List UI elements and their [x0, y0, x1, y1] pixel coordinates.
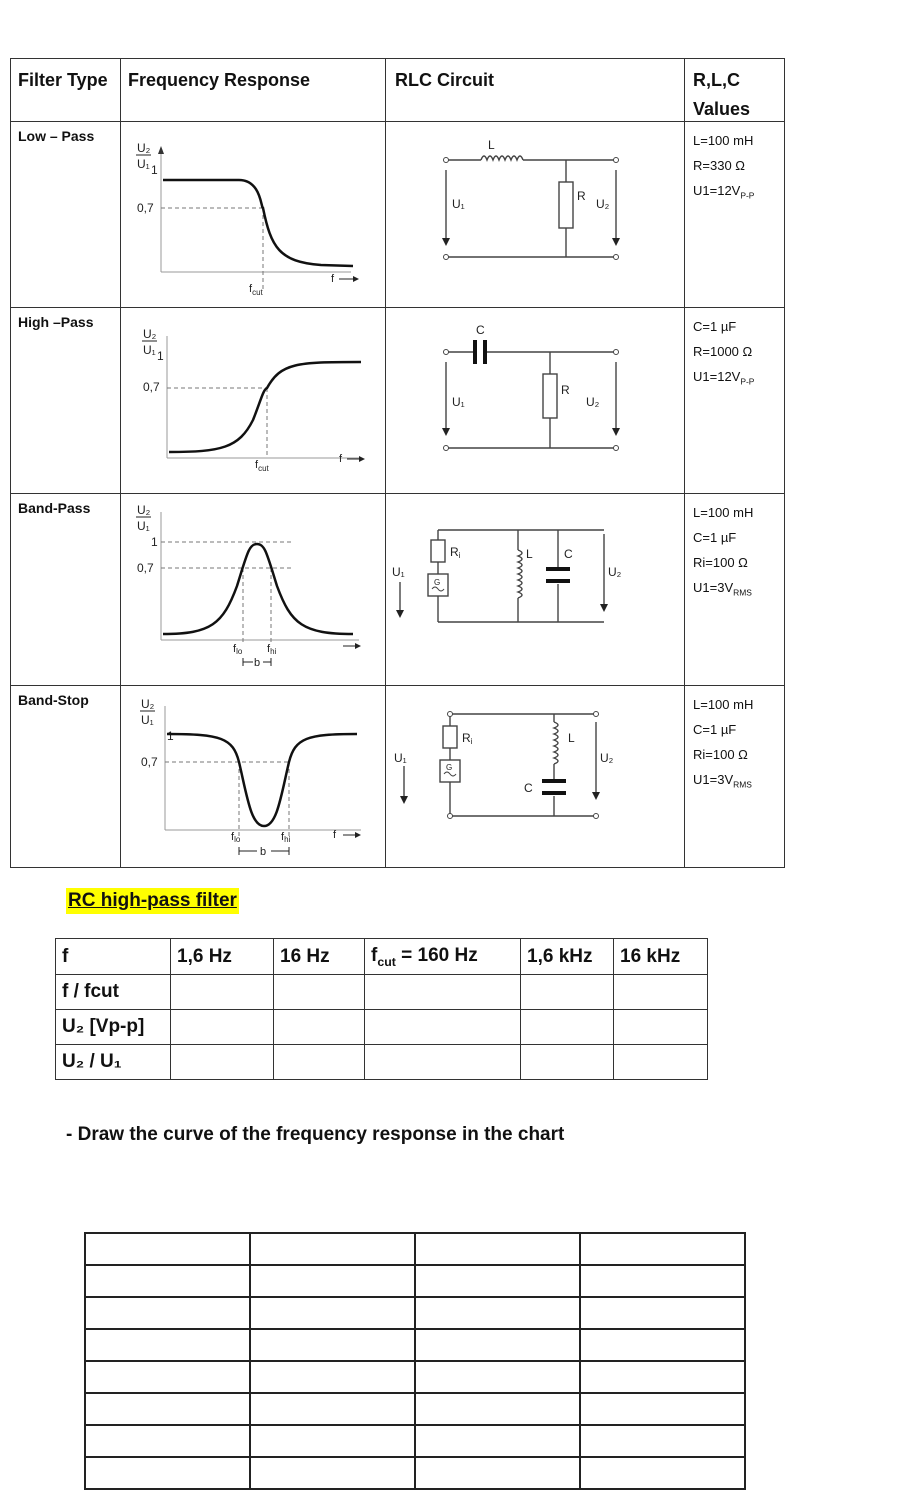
input-voltage-label: U₁ [452, 395, 465, 409]
empty-cell[interactable] [171, 1010, 274, 1045]
low-pass-curve [163, 180, 353, 266]
empty-cell[interactable] [614, 1010, 708, 1045]
table-row [56, 1010, 708, 1045]
grid-cell [250, 1425, 415, 1457]
grid-cell [415, 1361, 580, 1393]
value-capacitance: C=1 µF [693, 319, 737, 334]
column-fcut: $f_{cut} = 160$ Hz [365, 939, 521, 975]
frequency-response-cell [121, 494, 386, 686]
grid-cell [85, 1361, 250, 1393]
grid-cell [580, 1297, 745, 1329]
column-16-khz: 16 kHz [614, 939, 708, 975]
grid-row [85, 1329, 745, 1361]
y-label-u1: U₁ [143, 343, 156, 357]
column-1-6-hz: 1,6 Hz [171, 939, 274, 975]
value-voltage: $U1=3V_{RMS}$ [693, 580, 752, 598]
row-label-u2-vpp: U₂ [Vp-p] [56, 1010, 171, 1045]
value-resistance: R=1000 Ω [693, 344, 753, 359]
level-0-7-label: 0,7 [137, 201, 154, 215]
y-label-u2: U₂ [141, 697, 155, 711]
high-pass-curve [169, 362, 361, 452]
header-rlc-circuit: RLC Circuit [386, 59, 685, 122]
level-0-7-label: 0,7 [137, 561, 154, 575]
table-row-low-pass [11, 122, 785, 308]
band-stop-curve [167, 734, 357, 826]
inductor-label: L [488, 138, 495, 152]
band-stop-response-graph [121, 686, 385, 862]
row-label-f-fcut: f / fcut [56, 975, 171, 1010]
value-inductance: L=100 mH [693, 505, 754, 520]
component-values [693, 692, 753, 798]
empty-cell[interactable] [521, 1045, 614, 1080]
internal-resistor-label: Ri [450, 545, 461, 560]
resistor-label: R [561, 383, 570, 397]
grid-cell [85, 1425, 250, 1457]
band-pass-curve [163, 544, 353, 634]
empty-cell[interactable] [614, 975, 708, 1010]
f-axis-label: f [331, 273, 335, 285]
rlc-values-cell [685, 122, 785, 308]
y-label-u2: U₂ [137, 141, 151, 155]
level-0-7-label: 0,7 [143, 380, 160, 394]
y-label-u1: U₁ [141, 713, 154, 727]
column-1-6-khz: 1,6 kHz [521, 939, 614, 975]
table-row-band-stop [11, 686, 785, 868]
output-voltage-label: U₂ [608, 565, 622, 579]
row-label-f: f [56, 939, 171, 975]
filter-type-cell: Band-Pass [11, 494, 121, 686]
y-label-u2: U₂ [143, 327, 157, 341]
bandwidth-label: b [260, 846, 267, 858]
rlc-circuit-cell [386, 686, 685, 868]
empty-cell[interactable] [614, 1045, 708, 1080]
empty-cell[interactable] [171, 1045, 274, 1080]
bandwidth-label: b [254, 657, 261, 669]
table-row [56, 975, 708, 1010]
low-pass-response-graph [121, 122, 385, 302]
grid-cell [415, 1297, 580, 1329]
high-pass-circuit [386, 308, 684, 488]
value-resistance: R=330 Ω [693, 158, 745, 173]
value-internal-resistance: Ri=100 Ω [693, 747, 748, 762]
empty-cell[interactable] [365, 1010, 521, 1045]
empty-cell[interactable] [365, 975, 521, 1010]
rlc-circuit-cell [386, 122, 685, 308]
column-16-hz: 16 Hz [274, 939, 365, 975]
output-voltage-label: U₂ [596, 197, 610, 211]
band-pass-circuit [386, 494, 684, 680]
output-voltage-label: U₂ [600, 751, 614, 765]
grid-cell [580, 1457, 745, 1489]
resistor-label: R [577, 189, 586, 203]
value-capacitance: C=1 µF [693, 722, 737, 737]
header-frequency-response: Frequency Response [121, 59, 386, 122]
rlc-circuit-cell [386, 494, 685, 686]
grid-cell [580, 1425, 745, 1457]
flo-label: flo [231, 831, 241, 844]
rlc-values-cell [685, 308, 785, 494]
y-label-u1: U₁ [137, 157, 150, 171]
grid-cell [85, 1297, 250, 1329]
f-axis-label: f [339, 453, 343, 465]
table-row-high-pass [11, 308, 785, 494]
generator-label: G [434, 578, 441, 587]
grid-row [85, 1233, 745, 1265]
filter-type-cell: Band-Stop [11, 686, 121, 868]
internal-resistor-label: Ri [462, 731, 473, 746]
grid-cell [85, 1457, 250, 1489]
value-voltage: $U1=12V_{P-P}$ [693, 369, 755, 387]
frequency-response-cell [121, 686, 386, 868]
empty-cell[interactable] [274, 1045, 365, 1080]
component-values [693, 500, 753, 606]
input-voltage-label: U₁ [452, 197, 465, 211]
grid-row [85, 1393, 745, 1425]
grid-cell [250, 1457, 415, 1489]
level-0-7-label: 0,7 [141, 755, 158, 769]
row-label-u2-u1: U₂ / U₁ [56, 1045, 171, 1080]
grid-cell [85, 1265, 250, 1297]
empty-cell[interactable] [521, 1010, 614, 1045]
capacitor-label: C [476, 323, 485, 337]
grid-cell [415, 1393, 580, 1425]
value-inductance: L=100 mH [693, 133, 754, 148]
value-voltage: $U1=12V_{P-P}$ [693, 183, 755, 201]
fhi-label: fhi [281, 831, 291, 844]
table-header-row [11, 59, 785, 122]
value-internal-resistance: Ri=100 Ω [693, 555, 748, 570]
rlc-circuit-cell [386, 308, 685, 494]
output-voltage-label: U₂ [586, 395, 600, 409]
filter-type-cell: Low – Pass [11, 122, 121, 308]
component-values [693, 128, 754, 209]
grid-row [85, 1361, 745, 1393]
grid-cell [250, 1393, 415, 1425]
value-inductance: L=100 mH [693, 697, 754, 712]
grid-row [85, 1297, 745, 1329]
grid-cell [580, 1329, 745, 1361]
grid-cell [415, 1265, 580, 1297]
f-axis-label: f [333, 829, 337, 841]
grid-cell [415, 1425, 580, 1457]
grid-cell [85, 1393, 250, 1425]
grid-row [85, 1425, 745, 1457]
table-row [56, 1045, 708, 1080]
flo-label: flo [233, 643, 243, 656]
input-voltage-label: U₁ [394, 751, 407, 765]
empty-cell[interactable] [171, 975, 274, 1010]
grid-cell [250, 1329, 415, 1361]
capacitor-label: C [524, 781, 533, 795]
grid-cell [415, 1457, 580, 1489]
inductor-label: L [568, 731, 575, 745]
measurement-header-row [56, 939, 708, 975]
capacitor-label: C [564, 547, 573, 561]
grid-cell [250, 1361, 415, 1393]
rc-section-title: RC high-pass filter [66, 888, 239, 914]
header-rlc-values: R,L,C Values [685, 59, 785, 122]
one-tick-label: 1 [157, 349, 164, 363]
inductor-label: L [526, 547, 533, 561]
generator-label: G [446, 763, 453, 772]
y-label-u1: U₁ [137, 519, 150, 533]
y-label-u2: U₂ [137, 503, 151, 517]
frequency-response-cell [121, 308, 386, 494]
one-tick-label: 1 [151, 163, 158, 177]
grid-cell [580, 1361, 745, 1393]
grid-cell [580, 1393, 745, 1425]
measurement-table [55, 938, 708, 1080]
fhi-label: fhi [267, 643, 277, 656]
low-pass-circuit [386, 122, 684, 302]
grid-cell [250, 1265, 415, 1297]
empty-cell[interactable] [274, 1010, 365, 1045]
grid-cell [85, 1329, 250, 1361]
filter-table [10, 58, 785, 868]
frequency-response-cell [121, 122, 386, 308]
rlc-values-cell [685, 686, 785, 868]
one-tick-label: 1 [151, 535, 158, 549]
instruction-text: - Draw the curve of the frequency response in the chart [66, 1124, 565, 1145]
fcut-label: $f_{cut}$ [249, 283, 263, 297]
component-values [693, 314, 754, 395]
high-pass-response-graph [121, 308, 385, 488]
grid-row [85, 1457, 745, 1489]
grid-cell [415, 1329, 580, 1361]
empty-cell[interactable] [521, 975, 614, 1010]
band-pass-response-graph [121, 494, 385, 680]
grid-cell [250, 1233, 415, 1265]
filter-type-cell: High –Pass [11, 308, 121, 494]
input-voltage-label: U₁ [392, 565, 405, 579]
band-stop-circuit [386, 686, 684, 862]
empty-cell[interactable] [365, 1045, 521, 1080]
grid-cell [85, 1233, 250, 1265]
value-voltage: $U1=3V_{RMS}$ [693, 772, 752, 790]
blank-chart-grid[interactable] [84, 1232, 746, 1490]
rlc-values-cell [685, 494, 785, 686]
grid-cell [250, 1297, 415, 1329]
header-filter-type: Filter Type [11, 59, 121, 122]
fcut-label: $f_{cut}$ [255, 459, 269, 473]
table-row-band-pass [11, 494, 785, 686]
grid-row [85, 1265, 745, 1297]
grid-cell [580, 1265, 745, 1297]
grid-cell [415, 1233, 580, 1265]
grid-cell [580, 1233, 745, 1265]
one-tick-label: 1 [167, 729, 174, 743]
value-capacitance: C=1 µF [693, 530, 737, 545]
empty-cell[interactable] [274, 975, 365, 1010]
